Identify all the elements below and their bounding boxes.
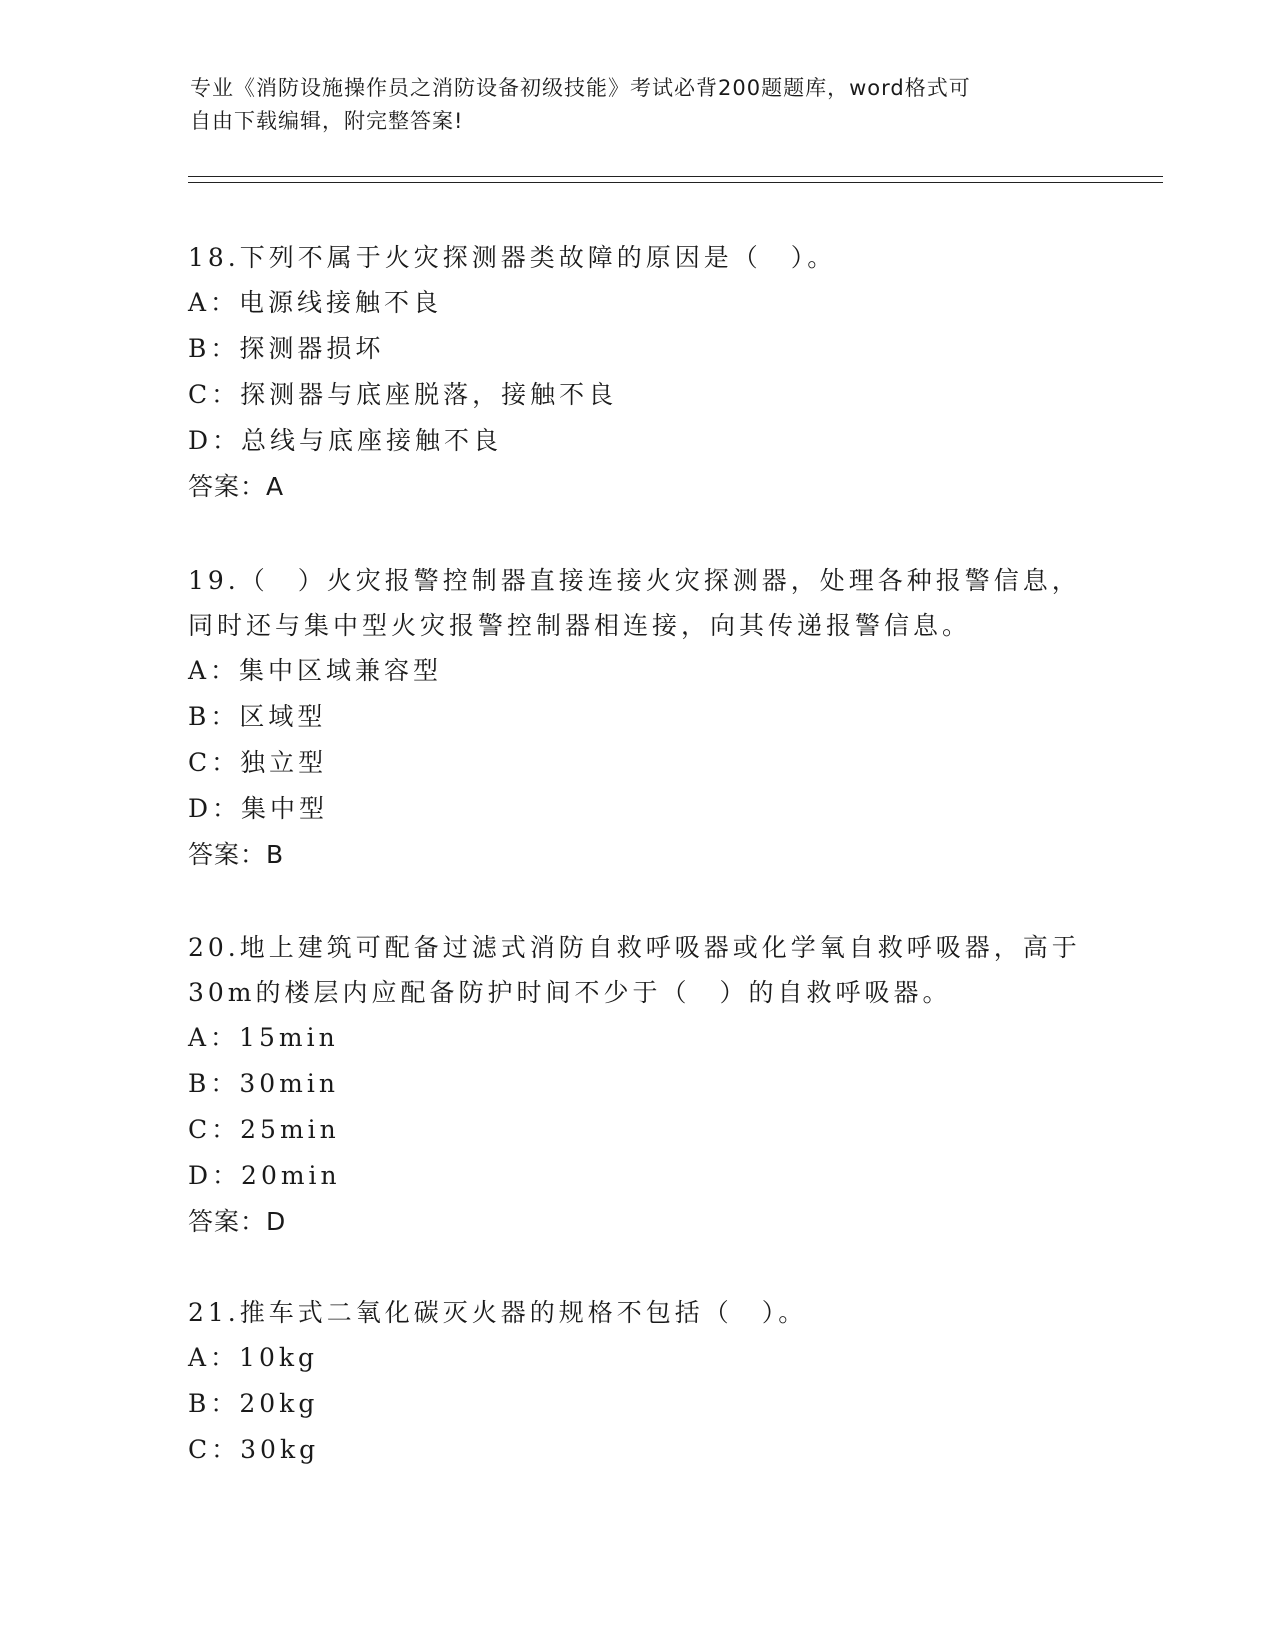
question-21 bbox=[188, 1290, 1088, 1473]
option-b: B：30min bbox=[188, 1069, 339, 1098]
header-line-1: 专业《消防设施操作员之消防设备初级技能》考试必背200题题库，word格式可 bbox=[190, 76, 971, 100]
question-stem-line-1: 20.地上建筑可配备过滤式消防自救呼吸器或化学氧自救呼吸器，高于 bbox=[188, 933, 1081, 962]
option-c: C：25min bbox=[188, 1115, 340, 1144]
option-b: B：20kg bbox=[188, 1389, 319, 1418]
answer-label: 答案：D bbox=[188, 1207, 287, 1236]
question-stem-line-1: 19.（ ）火灾报警控制器直接连接火灾探测器，处理各种报警信息， bbox=[188, 566, 1081, 595]
option-c: C：30kg bbox=[188, 1435, 320, 1464]
question-stem-line-2: 同时还与集中型火灾报警控制器相连接，向其传递报警信息。 bbox=[188, 611, 972, 640]
option-b: B：探测器损坏 bbox=[188, 334, 385, 363]
header-divider-bottom bbox=[188, 182, 1163, 183]
question-stem-line-2: 30m的楼层内应配备防护时间不少于（ ）的自救呼吸器。 bbox=[188, 978, 952, 1007]
document-header bbox=[190, 72, 1090, 138]
option-a: A：15min bbox=[188, 1023, 339, 1052]
option-c: C：独立型 bbox=[188, 748, 328, 777]
option-a: A：10kg bbox=[188, 1343, 319, 1372]
answer-label: 答案：A bbox=[188, 472, 285, 501]
header-divider-top bbox=[188, 176, 1163, 177]
option-c: C：探测器与底座脱落，接触不良 bbox=[188, 380, 618, 409]
option-b: B：区域型 bbox=[188, 702, 327, 731]
question-19 bbox=[188, 558, 1088, 878]
question-stem: 21.推车式二氧化碳灭火器的规格不包括（ ）。 bbox=[188, 1298, 808, 1327]
header-line-2: 自由下载编辑，附完整答案! bbox=[190, 109, 464, 133]
question-stem: 18.下列不属于火灾探测器类故障的原因是（ ）。 bbox=[188, 243, 837, 272]
question-20 bbox=[188, 925, 1088, 1245]
option-d: D：总线与底座接触不良 bbox=[188, 426, 503, 455]
option-d: D：20min bbox=[188, 1161, 341, 1190]
option-a: A：集中区域兼容型 bbox=[188, 656, 443, 685]
option-d: D：集中型 bbox=[188, 794, 329, 823]
answer-label: 答案：B bbox=[188, 840, 285, 869]
option-a: A：电源线接触不良 bbox=[188, 288, 443, 317]
question-18 bbox=[188, 235, 1088, 510]
